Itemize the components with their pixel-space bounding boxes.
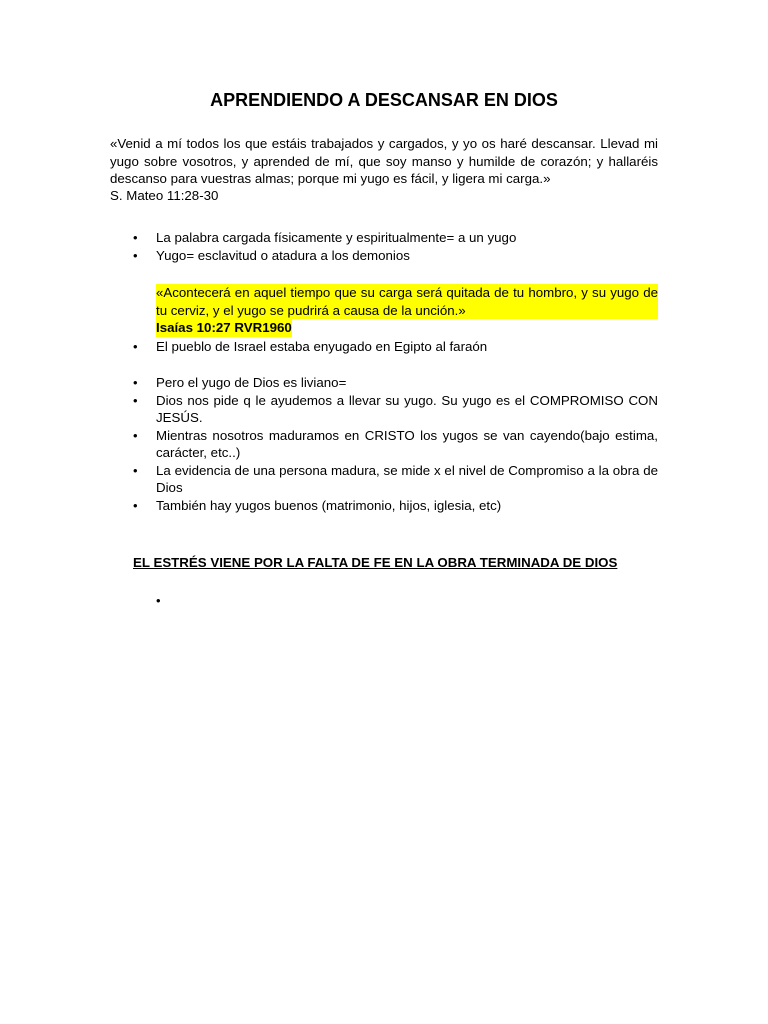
bullet-icon: •: [133, 375, 138, 390]
highlighted-quote: [156, 284, 658, 337]
list-item-text: El pueblo de Israel estaba enyugado en Egipto al faraón: [156, 339, 488, 354]
list-item: [110, 427, 658, 462]
list-item-text: La palabra cargada físicamente y espiritualmente= a un yugo: [156, 230, 517, 245]
highlighted-quote-text: [156, 284, 658, 319]
list-item: [110, 374, 658, 392]
bullet-icon: •: [133, 497, 138, 513]
highlighted-reference: Isaías 10:27 RVR1960: [156, 320, 292, 335]
list-item-text: Yugo= esclavitud o atadura a los demonios: [156, 247, 410, 263]
bullet-list-2: [110, 338, 658, 356]
list-item: [110, 462, 658, 497]
section-heading: EL ESTRÉS VIENE POR LA FALTA DE FE EN LA OBRA TERMINADA DE DIOS: [133, 555, 618, 570]
list-item: [110, 497, 658, 515]
highlighted-quote-span: «Acontecerá en aquel tiempo que su carga será quitada de tu hombro, y su yugo de tu cerviz, y el yugo se pudrirá a causa de la unción.»: [156, 285, 658, 318]
bullet-icon: •: [133, 462, 138, 478]
list-item: [110, 392, 658, 427]
bullet-icon: •: [133, 247, 138, 263]
list-item: [110, 247, 658, 265]
bullet-icon: •: [133, 230, 138, 245]
list-item-text: También hay yugos buenos (matrimonio, hijos, iglesia, etc): [156, 497, 502, 513]
list-item-text: Dios nos pide q le ayudemos a llevar su yugo. Su yugo es el COMPROMISO CON JESÚS.: [156, 392, 658, 425]
bullet-icon: •: [133, 339, 138, 354]
bullet-list-1: [110, 229, 658, 264]
list-item: [110, 338, 658, 356]
list-item: [110, 229, 658, 247]
highlighted-reference-wrap: [156, 319, 658, 337]
bullet-icon: •: [133, 427, 138, 443]
opening-reference: S. Mateo 11:28-30: [110, 188, 219, 203]
bullet-list-3: [110, 374, 658, 514]
list-item-text: Mientras nosotros maduramos en CRISTO los yugos se van cayendo(bajo estima, carácter, etc..): [156, 427, 658, 460]
page-title: APRENDIENDO A DESCANSAR EN DIOS: [210, 90, 558, 110]
opening-quote: «Venid a mí todos los que estáis trabajados y cargados, y yo os haré descansar. Llevad mi yugo sobre vosotros, y aprended de mí, que soy manso y humilde de corazón; y hallaréis descanso para vuestras almas; porque mi yugo es fácil, y ligera mi carga.»: [110, 136, 658, 186]
list-item-text: Pero el yugo de Dios es liviano=: [156, 375, 347, 390]
list-item-text: La evidencia de una persona madura, se mide x el nivel de Compromiso a la obra de Dios: [156, 462, 658, 495]
empty-bullet-icon: •: [156, 593, 161, 608]
bullet-icon: •: [133, 392, 138, 408]
